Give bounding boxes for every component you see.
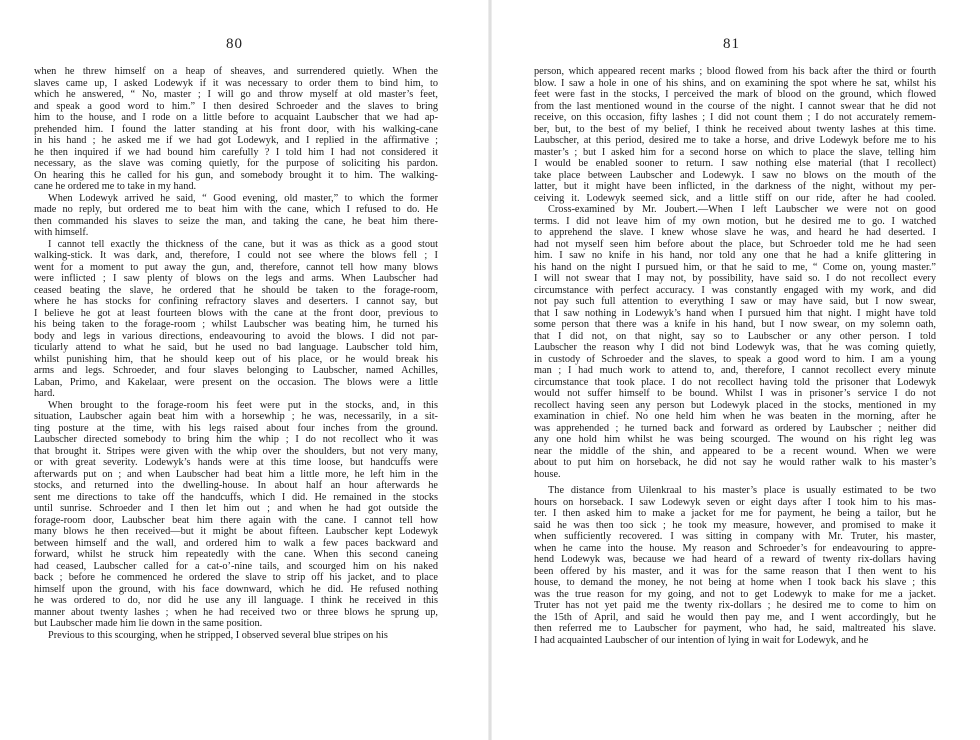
text-line: hend Lodewyk was, because we had heard of a reward of twenty rix-dollars having [534, 554, 936, 565]
text-line: ceiving it. Lodewyk seemed sick, and a little stiff on our ride, after he had cooled. [534, 192, 936, 204]
text-line: man ; I had much work to attend to, and, therefore, I cannot recollect every minute [534, 365, 936, 376]
text-line: arms and legs. Schroeder, and four slaves belonging to Laubscher, named Achilles, [34, 365, 438, 376]
text-line: sent me directions to take off the handcuffs, which I did. He remained in the stocks [34, 491, 438, 503]
text-line: then commanded his slaves to seize the man, and taking the cane, he beat him there- [34, 215, 438, 227]
text-line: Laubscher, at this period, desired me to take a horse, and drive Lodewyk before me to his [534, 135, 936, 146]
text-line: between himself and the wall, and ordered him to walk a few paces backward and [34, 537, 438, 549]
text-line: Cross-examined by Mr. Joubert.—When I left Laubscher we were not on good [548, 204, 936, 215]
text-line: Laban, Primo, and Kakelaar, were present on the occasion. The blows were a little [34, 376, 438, 388]
text-line: until sunrise. Schroeder and I then let him out ; and when he had got outside the [34, 503, 438, 514]
text-line: some person that there was a knife in his hand, but I now swear, on my solemn oath, [534, 319, 936, 330]
text-line: slaves came up, I asked Lodewyk if it was necessary to order them to bind him, to [34, 77, 438, 89]
text-line: was apprehended ; he turned back and forward as ordered by Laubscher ; neither did [534, 422, 936, 434]
text-line: would not suffer himself to be bound. Whilst I was in prisoner’s service I do not [534, 388, 936, 399]
text-line: latter, but it might have been inflicted, in the darkness of the night, without my per- [534, 181, 936, 192]
text-line: himself upon the ground, with his face downward, which he did. He refused nothing [34, 583, 438, 595]
text-line: in his hand ; he asked me if we had got Lodewyk, and I replied in the affirmative ; [34, 135, 438, 146]
text-line: Truter has not yet paid me the twenty rix-dollars ; he desired me to come to him on [534, 600, 936, 611]
text-line: had ceased, Laubscher called for a cat-o’-nine tails, and scourged him on his naked [34, 560, 438, 572]
text-line: made no reply, but ordered me to beat him with the cane, which I refused to do. He [34, 204, 438, 215]
text-line: When Lodewyk arrived he said, “ Good evening, old master,” to which the former [48, 192, 438, 204]
text-line: blow. I saw a hole in one of his shins, and on examining the spot where he sat, whilst his [534, 77, 936, 89]
text-line: Laubscher directed somebody to bring him the whip ; I do not recollect who it was [34, 434, 438, 445]
text-line: house. [534, 468, 561, 480]
right-page-text [534, 66, 936, 646]
text-line: went for a moment to put away the gun, and, therefore, cannot tell how many blows [34, 261, 438, 273]
text-line: necessary, as the slave was coming quietly, for the purpose of soliciting his pardon. [34, 158, 438, 169]
text-line: had not myself seen him before about the place, but Schroeder told me he had seen [534, 238, 936, 250]
text-line: about to put him on horseback, he did not say he would rather walk to his master’s [534, 457, 936, 468]
text-line: I will not swear that I may not, by possibility, have said so. I do not recollect every [534, 273, 936, 284]
text-line: ter. I then asked him to make a jacket for me for payment, he being a tailor, but he [534, 508, 936, 519]
text-line: hours on horseback. I saw Lodewyk seven or eight days after I took him to his mas- [534, 496, 936, 508]
text-line: ticularly attend to what he said, but he used no bad language. Laubscher told him, [34, 342, 438, 353]
text-line: then referred me to Laubscher for payment, who had, he said, maltreated his slave. [534, 623, 936, 634]
text-line: his being taken to the forage-room ; whilst Laubscher was beating him, he turned his [34, 319, 438, 330]
text-line: when sufficiently recovered. I was sitting in company with Mr. Truter, his master, [534, 531, 936, 542]
text-line: forward, whilst he struck him repeatedly with the cane. When this second caneing [34, 549, 438, 560]
text-line: afterwards put on ; and when Laubscher had beat him a little more, he left him in the [34, 468, 438, 480]
text-line: ting posture at the time, with his legs raised about four inches from the ground. [34, 422, 438, 434]
text-line: in custody of Schroeder and the slaves, to speak a good word to him. I am a young [534, 353, 936, 365]
text-line: were inflicted ; I saw plenty of blows on the legs and arms. When Laubscher had [34, 273, 438, 284]
text-line: him. I saw no knife in his hand, nor told any one that he had a knife glittering in [534, 250, 936, 261]
text-line: circumstance with perfect accuracy. I was constantly engaged with my work, and did [534, 284, 936, 296]
text-line: house, to demand the money, he not being at home when I took back his slave ; this [534, 577, 936, 588]
text-line: him to the house, and I rode on a little before to acquaint Laubscher that we had ap- [34, 112, 438, 123]
text-line: that I did not, on that night, say so to Laubscher or any other person. I told [534, 330, 936, 342]
text-line: When brought to the forage-room his feet were put in the stocks, and, in this [48, 399, 438, 411]
text-line: examination in chief. No one held him when he was beaten in the morning, after he [534, 411, 936, 422]
text-line: that brought it. Stripes were given with the whip over the shoulders, but not very many, [34, 445, 438, 457]
text-line: I would be enabled sooner to return. I saw nothing else material (that I recollect) [534, 158, 936, 169]
text-line: many blows he then received—but it might be about fifteen. Laubscher kept Lodewyk [34, 526, 438, 537]
text-line: recollect having seen any person but Lodewyk placed in the stocks, mentioned in my [534, 399, 936, 411]
text-line: which he answered, “ No, master ; I will go and throw myself at old master’s feet, [34, 89, 438, 100]
text-line: hard. [34, 388, 55, 399]
text-line: situation, Laubscher again beat him with a horsewhip ; he was, necessarily, in a sit- [34, 411, 438, 422]
text-line: circumstance that took place. I do not recollect having told the prisoner that Lodewyk [534, 376, 936, 388]
text-line: body and legs in various directions, endeavouring to avoid the blows. I did not par- [34, 330, 438, 342]
text-line: On hearing this he called for his gun, and somebody brought it to him. The walking- [34, 169, 438, 181]
text-line: manner about twenty lashes ; when he had received two or three blows he sprung up, [34, 606, 438, 618]
text-line: with himself. [34, 227, 89, 238]
text-line: from the last mentioned wound in the course of the night. I cannot swear that he did not [534, 100, 936, 112]
text-line: prehended him. I found the latter standing at his front door, with his walking-cane [34, 123, 438, 135]
text-line: to apprehend the slave. I knew whose slave he was, and heard he had deserted. I [534, 227, 936, 238]
text-line: feet were fast in the stocks, I perceived the mark of blood on the ground, which flowed [534, 89, 936, 100]
text-line: any one hold him whilst he was being scourged. The wound on his right leg was [534, 434, 936, 445]
page-number-right: 81 [723, 36, 740, 52]
text-line: his hand on the night I pursued him, or that he said to me, “ Come on, young master.” [534, 261, 936, 273]
text-line: the 15th of April, and said he would then pay me, and I went accordingly, but he [534, 611, 936, 623]
text-line: said he was then too sick ; he took my measure, however, and promised to make it [534, 519, 936, 531]
left-page-text [34, 66, 438, 641]
text-line: master’s ; but I asked him for a second horse on which to place the slave, telling him [534, 146, 936, 158]
text-line: I had acquainted Laubscher of our intention of lying in wait for Lodewyk, and he [534, 634, 869, 646]
text-line: but Laubscher made him lie down in the same position. [34, 618, 263, 629]
text-line: stocks, and returned into the dwelling-house. In about half an hour afterwards he [34, 480, 438, 491]
text-line: not pay such full attention to everything I saw or may have said, but I now swear, [534, 296, 936, 307]
text-line: terms. I did not leave him of my own motion, but he desired me to go. I watched [534, 215, 936, 227]
text-line: ceased beating the slave, he ordered that he should be taken to the forage-room, [34, 284, 438, 296]
text-line: take place between Laubscher and Lodewyk. I saw no blows on the mouth of the [534, 169, 936, 181]
text-line: person, which appeared recent marks ; blood flowed from his back after the third or fourth [534, 66, 936, 77]
text-line: forage-room door, Laubscher beat him there again with the cane. I cannot tell how [34, 514, 438, 526]
text-line: Previous to this scourging, when he stripped, I observed several blue stripes on his [48, 629, 388, 641]
text-line: The distance from Uilenkraal to his master’s place is usually estimated to be two [548, 485, 936, 496]
text-line: was the true reason for my going, and not to get Lodewyk to make for me a jacket. [534, 588, 936, 600]
text-line: been offered by his master, and it was for the same reason that I then went to his [534, 565, 936, 577]
text-line: I believe he got at least fourteen blows with the cane at the front door, previous to [34, 307, 438, 319]
text-line: near the middle of the shin, and appeared to be a recent wound. When we were [534, 445, 936, 457]
text-line: he then inquired if we had bound him carefully ? I told him I had not considered it [34, 146, 438, 158]
text-line: or with great severity. Lodewyk’s hands were at this time loose, but handcuffs were [34, 457, 438, 468]
text-line: when he threw himself on a heap of sheaves, and surrendered quietly. When the [34, 66, 438, 77]
text-line: ber, but, to the best of my belief, I think he received about twenty lashes at this time. [534, 123, 936, 135]
text-line: where he has stocks for confining refractory slaves and deserters. I cannot say, but [34, 296, 438, 307]
text-line: receive, on this occasion, fifty lashes ; I did not count them ; I do not accurately remem- [534, 112, 936, 123]
text-line: back ; before he commenced he ordered the slave to strip off his jacket, and to place [34, 572, 438, 583]
text-line: he was ordered to do, nor did he use any ill language. I think he received in this [34, 595, 438, 606]
book-gutter [488, 0, 492, 740]
text-line: cane he ordered me to take in my hand. [34, 181, 197, 192]
text-line: when he came into the house. My reason and Schroeder’s for endeavouring to appre- [534, 542, 936, 554]
text-line: whilst punishing him, that he should keep out of his place, or he would break his [34, 353, 438, 365]
text-line: walking-stick. It was dark, and, therefore, I could not see where the blows fell ; I [34, 250, 438, 261]
text-line: Laubscher the reason why I did not bind Lodewyk was, that he was coming quietly, [534, 342, 936, 353]
page-number-left: 80 [226, 36, 243, 52]
text-line: and speak a good word to him.” I then desired Schroeder and the slaves to bring [34, 100, 438, 112]
text-line: I cannot tell exactly the thickness of the cane, but it was as thick as a good stout [48, 238, 438, 250]
text-line: that I saw nothing in Lodewyk’s hand when I pursued him that night. I might have told [534, 307, 936, 319]
